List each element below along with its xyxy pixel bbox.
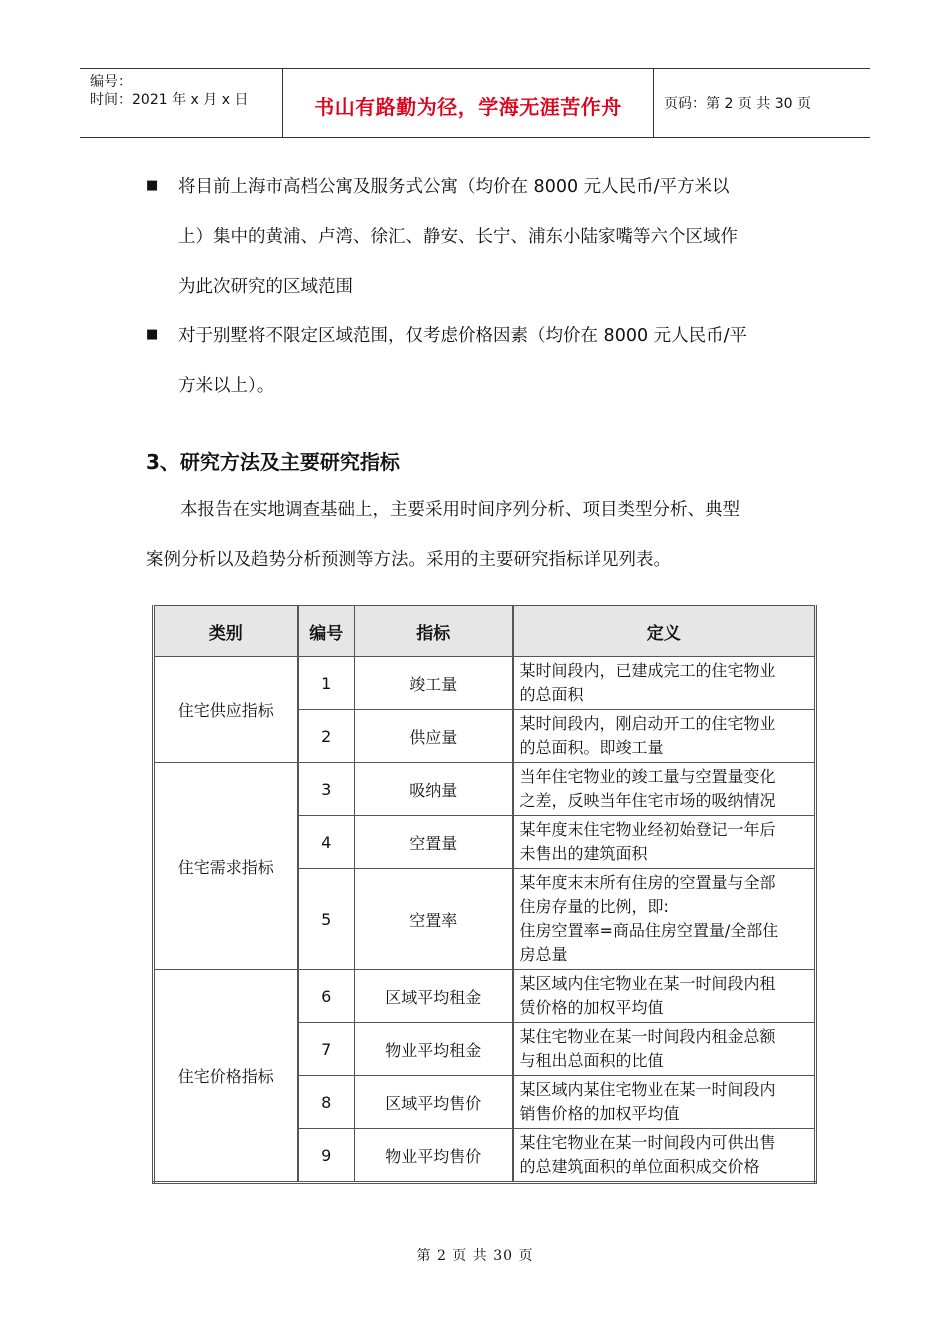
number-cell: 6 xyxy=(298,970,355,1023)
definition-line: 某住宅物业在某一时间段内租金总额 xyxy=(519,1027,776,1046)
definition-cell xyxy=(513,657,816,710)
bullet-marker: ■ xyxy=(146,178,159,193)
bullet-1-line-1: 将目前上海市高档公寓及服务式公寓（均价在 8000 元人民币/平方米以 xyxy=(178,177,730,197)
definition-line: 住房空置率=商品住房空置量/全部住 xyxy=(519,921,779,940)
bullet-1-line-3: 为此次研究的区域范围 xyxy=(178,277,353,297)
number-cell: 3 xyxy=(298,763,355,816)
definition-cell xyxy=(513,816,816,869)
indicator-cell: 供应量 xyxy=(355,710,513,763)
page-info: 页码：第 2 页 共 30 页 xyxy=(664,96,811,112)
definition-line: 某时间段内，刚启动开工的住宅物业 xyxy=(519,714,776,733)
indicator-cell: 物业平均租金 xyxy=(355,1023,513,1076)
number-cell: 5 xyxy=(298,869,355,970)
number-cell: 8 xyxy=(298,1076,355,1129)
definition-cell xyxy=(513,1129,816,1183)
header-motto-cell xyxy=(283,69,654,137)
section-paragraph-line-2: 案例分析以及趋势分析预测等方法。采用的主要研究指标详见列表。 xyxy=(146,550,671,570)
header-category: 类别 xyxy=(154,606,298,657)
bullet-marker: ■ xyxy=(146,327,159,342)
bullet-1-line-2: 上）集中的黄浦、卢湾、徐汇、静安、长宁、浦东小陆家嘴等六个区域作 xyxy=(178,227,738,247)
definition-line: 某住宅物业在某一时间段内可供出售 xyxy=(519,1133,776,1152)
definition-line: 之差，反映当年住宅市场的吸纳情况 xyxy=(519,791,776,810)
indicator-cell: 区域平均租金 xyxy=(355,970,513,1023)
bullet-2-line-1: 对于别墅将不限定区域范围，仅考虑价格因素（均价在 8000 元人民币/平 xyxy=(178,326,748,346)
indicator-cell: 物业平均售价 xyxy=(355,1129,513,1183)
number-cell: 9 xyxy=(298,1129,355,1183)
definition-cell xyxy=(513,763,816,816)
definition-cell xyxy=(513,1076,816,1129)
table-row xyxy=(154,657,816,710)
motto: 书山有路勤为径，学海无涯苦作舟 xyxy=(314,95,622,119)
definition-line: 的总面积。即竣工量 xyxy=(519,738,664,757)
definition-line: 某年度末住宅物业经初始登记一年后 xyxy=(519,820,776,839)
category-cell: 住宅供应指标 xyxy=(154,657,298,763)
number-cell: 2 xyxy=(298,710,355,763)
number-cell: 4 xyxy=(298,816,355,869)
definition-line: 住房存量的比例，即: xyxy=(519,897,669,916)
indicator-table xyxy=(152,605,817,1184)
table-header-row xyxy=(154,606,816,657)
table-row xyxy=(154,763,816,816)
indicator-cell: 吸纳量 xyxy=(355,763,513,816)
definition-cell xyxy=(513,1023,816,1076)
definition-line: 当年住宅物业的竣工量与空置量变化 xyxy=(519,767,776,786)
definition-line: 的总建筑面积的单位面积成交价格 xyxy=(519,1157,760,1176)
definition-line: 房总量 xyxy=(519,945,568,964)
header-number: 编号 xyxy=(298,606,355,657)
section-paragraph-line-1: 本报告在实地调查基础上，主要采用时间序列分析、项目类型分析、典型 xyxy=(180,500,740,520)
header-definition: 定义 xyxy=(513,606,816,657)
definition-line: 某区域内住宅物业在某一时间段内租 xyxy=(519,974,776,993)
definition-cell xyxy=(513,970,816,1023)
definition-line: 某时间段内，已建成完工的住宅物业 xyxy=(519,661,776,680)
definition-line: 销售价格的加权平均值 xyxy=(519,1104,680,1123)
bullet-2-line-2: 方米以上）。 xyxy=(178,376,275,396)
definition-cell xyxy=(513,869,816,970)
definition-line: 的总面积 xyxy=(519,685,584,704)
page-footer: 第 2 页 共 30 页 xyxy=(416,1248,534,1264)
number-cell: 1 xyxy=(298,657,355,710)
definition-line: 赁价格的加权平均值 xyxy=(519,998,664,1017)
indicator-cell: 竣工量 xyxy=(355,657,513,710)
section-title: 3、研究方法及主要研究指标 xyxy=(146,450,400,474)
indicator-cell: 区域平均售价 xyxy=(355,1076,513,1129)
date-label: 时间：2021 年 x 月 x 日 xyxy=(90,92,249,108)
definition-line: 与租出总面积的比值 xyxy=(519,1051,664,1070)
definition-line: 未售出的建筑面积 xyxy=(519,844,648,863)
page-header xyxy=(80,68,870,138)
header-meta xyxy=(80,69,283,137)
header-page-cell xyxy=(654,69,870,137)
number-label: 编号： xyxy=(90,74,132,90)
header-indicator: 指标 xyxy=(355,606,513,657)
number-cell: 7 xyxy=(298,1023,355,1076)
indicator-cell: 空置率 xyxy=(355,869,513,970)
definition-line: 某年度末末所有住房的空置量与全部 xyxy=(519,873,776,892)
category-cell: 住宅价格指标 xyxy=(154,970,298,1183)
indicator-cell: 空置量 xyxy=(355,816,513,869)
category-cell: 住宅需求指标 xyxy=(154,763,298,970)
definition-line: 某区域内某住宅物业在某一时间段内 xyxy=(519,1080,776,1099)
table-row xyxy=(154,970,816,1023)
definition-cell xyxy=(513,710,816,763)
